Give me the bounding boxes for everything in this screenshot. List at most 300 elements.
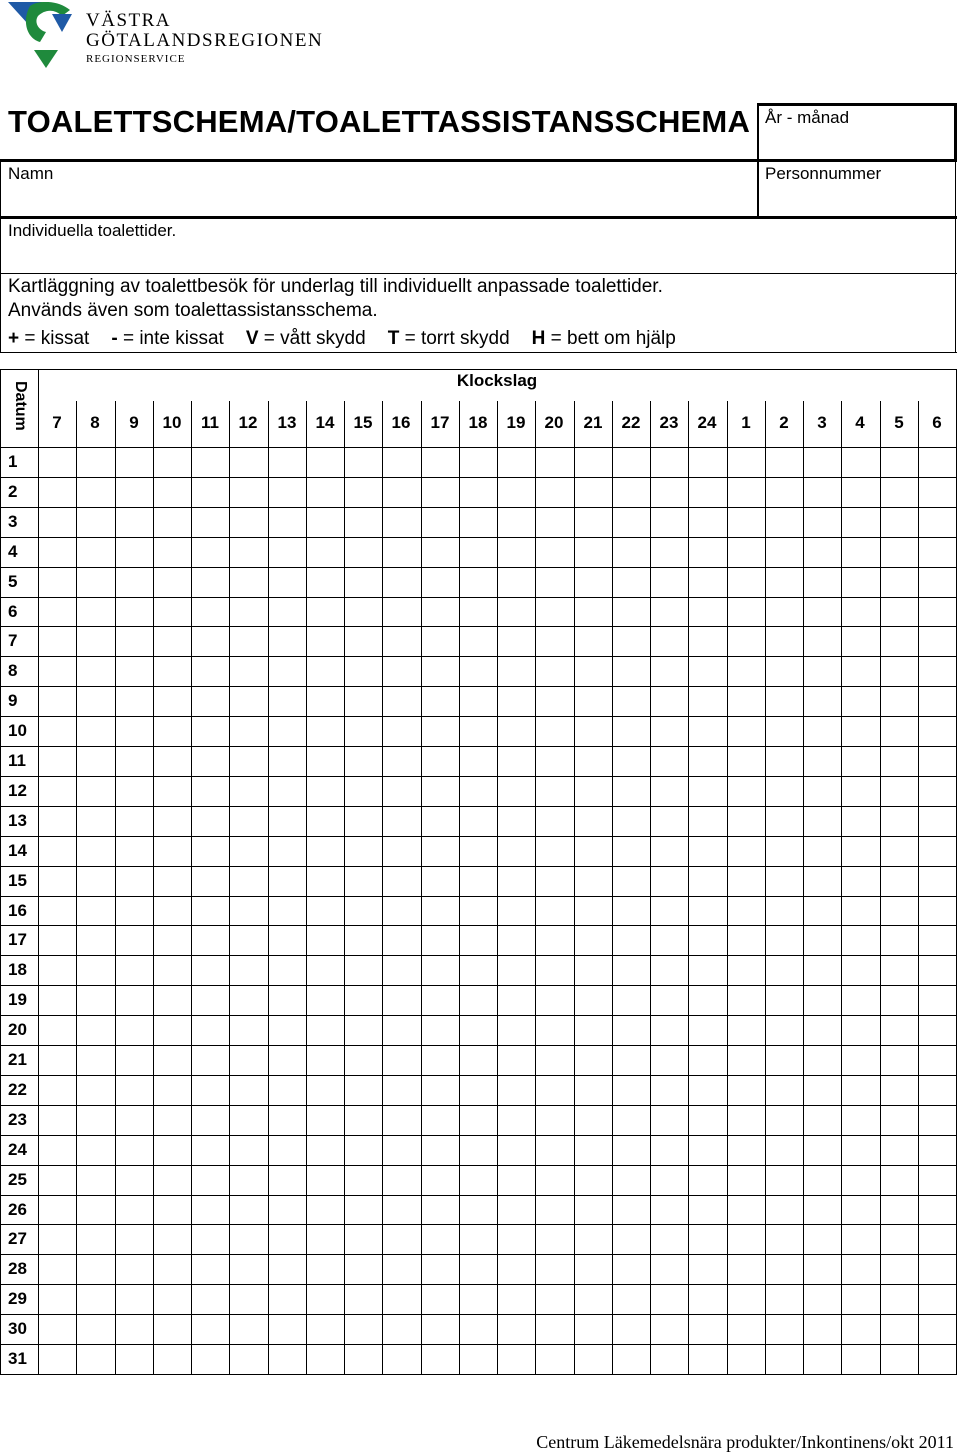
schedule-cell[interactable] (422, 926, 459, 955)
schedule-cell[interactable] (689, 1076, 726, 1105)
schedule-cell[interactable] (307, 1166, 344, 1195)
schedule-cell[interactable] (536, 867, 573, 896)
schedule-cell[interactable] (230, 508, 267, 537)
schedule-cell[interactable] (460, 1076, 497, 1105)
schedule-cell[interactable] (536, 807, 573, 836)
schedule-cell[interactable] (536, 598, 573, 627)
schedule-cell[interactable] (919, 508, 956, 537)
schedule-cell[interactable] (651, 1196, 688, 1225)
schedule-cell[interactable] (307, 568, 344, 597)
schedule-cell[interactable] (881, 807, 918, 836)
schedule-cell[interactable] (116, 717, 153, 746)
schedule-cell[interactable] (422, 1285, 459, 1314)
schedule-cell[interactable] (842, 926, 879, 955)
schedule-cell[interactable] (536, 1255, 573, 1284)
schedule-cell[interactable] (919, 986, 956, 1015)
schedule-cell[interactable] (651, 508, 688, 537)
schedule-cell[interactable] (651, 986, 688, 1015)
schedule-cell[interactable] (536, 1046, 573, 1075)
schedule-cell[interactable] (460, 837, 497, 866)
schedule-cell[interactable] (116, 1315, 153, 1344)
schedule-cell[interactable] (613, 657, 650, 686)
schedule-cell[interactable] (881, 478, 918, 507)
name-field[interactable]: Namn (8, 164, 54, 183)
schedule-cell[interactable] (116, 1166, 153, 1195)
schedule-cell[interactable] (116, 1285, 153, 1314)
schedule-cell[interactable] (269, 837, 306, 866)
schedule-cell[interactable] (804, 867, 841, 896)
schedule-cell[interactable] (766, 897, 803, 926)
schedule-cell[interactable] (919, 897, 956, 926)
schedule-cell[interactable] (804, 777, 841, 806)
schedule-cell[interactable] (383, 717, 420, 746)
schedule-cell[interactable] (613, 807, 650, 836)
schedule-cell[interactable] (460, 1106, 497, 1135)
schedule-cell[interactable] (842, 1166, 879, 1195)
schedule-cell[interactable] (575, 986, 612, 1015)
schedule-cell[interactable] (460, 627, 497, 656)
schedule-cell[interactable] (842, 777, 879, 806)
schedule-cell[interactable] (116, 508, 153, 537)
schedule-cell[interactable] (728, 1016, 765, 1045)
schedule-cell[interactable] (116, 1136, 153, 1165)
schedule-cell[interactable] (613, 1315, 650, 1344)
schedule-cell[interactable] (383, 478, 420, 507)
schedule-cell[interactable] (651, 657, 688, 686)
schedule-cell[interactable] (536, 1136, 573, 1165)
schedule-cell[interactable] (804, 1016, 841, 1045)
schedule-cell[interactable] (460, 478, 497, 507)
schedule-cell[interactable] (575, 598, 612, 627)
schedule-cell[interactable] (269, 1046, 306, 1075)
year-month-field[interactable]: År - månad (765, 108, 850, 127)
schedule-cell[interactable] (116, 926, 153, 955)
schedule-cell[interactable] (728, 897, 765, 926)
schedule-cell[interactable] (575, 807, 612, 836)
schedule-cell[interactable] (613, 1285, 650, 1314)
schedule-cell[interactable] (307, 448, 344, 477)
schedule-cell[interactable] (728, 926, 765, 955)
schedule-cell[interactable] (154, 1255, 191, 1284)
schedule-cell[interactable] (230, 1225, 267, 1254)
schedule-cell[interactable] (307, 837, 344, 866)
schedule-cell[interactable] (192, 1016, 229, 1045)
schedule-cell[interactable] (919, 1166, 956, 1195)
schedule-cell[interactable] (575, 1106, 612, 1135)
schedule-cell[interactable] (77, 1345, 114, 1374)
schedule-cell[interactable] (651, 1016, 688, 1045)
schedule-cell[interactable] (422, 508, 459, 537)
schedule-cell[interactable] (689, 897, 726, 926)
schedule-cell[interactable] (613, 687, 650, 716)
schedule-cell[interactable] (842, 448, 879, 477)
schedule-cell[interactable] (422, 1016, 459, 1045)
schedule-cell[interactable] (422, 448, 459, 477)
schedule-cell[interactable] (116, 1345, 153, 1374)
schedule-cell[interactable] (269, 1136, 306, 1165)
schedule-cell[interactable] (77, 478, 114, 507)
schedule-cell[interactable] (498, 687, 535, 716)
schedule-cell[interactable] (460, 717, 497, 746)
schedule-cell[interactable] (77, 926, 114, 955)
schedule-cell[interactable] (269, 867, 306, 896)
schedule-cell[interactable] (613, 1166, 650, 1195)
schedule-cell[interactable] (575, 1255, 612, 1284)
schedule-cell[interactable] (383, 1076, 420, 1105)
schedule-cell[interactable] (230, 538, 267, 567)
schedule-cell[interactable] (575, 747, 612, 776)
schedule-cell[interactable] (39, 747, 76, 776)
schedule-cell[interactable] (77, 657, 114, 686)
schedule-cell[interactable] (192, 687, 229, 716)
schedule-cell[interactable] (269, 956, 306, 985)
schedule-cell[interactable] (728, 1106, 765, 1135)
schedule-cell[interactable] (230, 1046, 267, 1075)
schedule-cell[interactable] (689, 1166, 726, 1195)
schedule-cell[interactable] (689, 478, 726, 507)
schedule-cell[interactable] (766, 1285, 803, 1314)
schedule-cell[interactable] (269, 1255, 306, 1284)
schedule-cell[interactable] (192, 956, 229, 985)
schedule-cell[interactable] (919, 777, 956, 806)
schedule-cell[interactable] (39, 897, 76, 926)
schedule-cell[interactable] (842, 837, 879, 866)
schedule-cell[interactable] (345, 926, 382, 955)
schedule-cell[interactable] (192, 627, 229, 656)
schedule-cell[interactable] (613, 627, 650, 656)
schedule-cell[interactable] (651, 1285, 688, 1314)
schedule-cell[interactable] (307, 1345, 344, 1374)
schedule-cell[interactable] (77, 747, 114, 776)
schedule-cell[interactable] (651, 1255, 688, 1284)
schedule-cell[interactable] (842, 1196, 879, 1225)
schedule-cell[interactable] (804, 807, 841, 836)
schedule-cell[interactable] (575, 1166, 612, 1195)
schedule-cell[interactable] (613, 1196, 650, 1225)
schedule-cell[interactable] (613, 747, 650, 776)
schedule-cell[interactable] (651, 1106, 688, 1135)
schedule-cell[interactable] (39, 1016, 76, 1045)
schedule-cell[interactable] (77, 807, 114, 836)
schedule-cell[interactable] (919, 448, 956, 477)
schedule-cell[interactable] (307, 1225, 344, 1254)
schedule-cell[interactable] (689, 986, 726, 1015)
schedule-cell[interactable] (307, 478, 344, 507)
schedule-cell[interactable] (460, 867, 497, 896)
schedule-cell[interactable] (498, 956, 535, 985)
schedule-cell[interactable] (536, 568, 573, 597)
schedule-cell[interactable] (460, 568, 497, 597)
schedule-cell[interactable] (613, 508, 650, 537)
schedule-cell[interactable] (460, 687, 497, 716)
schedule-cell[interactable] (536, 657, 573, 686)
schedule-cell[interactable] (154, 1285, 191, 1314)
schedule-cell[interactable] (383, 747, 420, 776)
schedule-cell[interactable] (39, 598, 76, 627)
schedule-cell[interactable] (192, 1345, 229, 1374)
schedule-cell[interactable] (766, 777, 803, 806)
schedule-cell[interactable] (192, 897, 229, 926)
schedule-cell[interactable] (154, 508, 191, 537)
schedule-cell[interactable] (766, 956, 803, 985)
schedule-cell[interactable] (383, 1016, 420, 1045)
schedule-cell[interactable] (345, 867, 382, 896)
schedule-cell[interactable] (536, 897, 573, 926)
schedule-cell[interactable] (842, 1016, 879, 1045)
schedule-cell[interactable] (498, 926, 535, 955)
schedule-cell[interactable] (651, 1315, 688, 1344)
schedule-cell[interactable] (460, 807, 497, 836)
schedule-cell[interactable] (689, 568, 726, 597)
schedule-cell[interactable] (383, 956, 420, 985)
schedule-cell[interactable] (651, 687, 688, 716)
schedule-cell[interactable] (422, 568, 459, 597)
schedule-cell[interactable] (383, 1106, 420, 1135)
schedule-cell[interactable] (39, 627, 76, 656)
schedule-cell[interactable] (804, 568, 841, 597)
schedule-cell[interactable] (689, 538, 726, 567)
schedule-cell[interactable] (39, 1046, 76, 1075)
schedule-cell[interactable] (689, 1345, 726, 1374)
schedule-cell[interactable] (460, 508, 497, 537)
schedule-cell[interactable] (154, 598, 191, 627)
schedule-cell[interactable] (39, 508, 76, 537)
schedule-cell[interactable] (842, 1225, 879, 1254)
schedule-cell[interactable] (460, 1345, 497, 1374)
schedule-cell[interactable] (728, 986, 765, 1015)
schedule-cell[interactable] (307, 508, 344, 537)
schedule-cell[interactable] (613, 837, 650, 866)
schedule-cell[interactable] (422, 1046, 459, 1075)
schedule-cell[interactable] (575, 1196, 612, 1225)
schedule-cell[interactable] (116, 657, 153, 686)
schedule-cell[interactable] (307, 747, 344, 776)
schedule-cell[interactable] (39, 1136, 76, 1165)
schedule-cell[interactable] (269, 1285, 306, 1314)
schedule-cell[interactable] (804, 747, 841, 776)
schedule-cell[interactable] (192, 478, 229, 507)
schedule-cell[interactable] (269, 717, 306, 746)
schedule-cell[interactable] (536, 538, 573, 567)
schedule-cell[interactable] (613, 1046, 650, 1075)
schedule-cell[interactable] (422, 1076, 459, 1105)
schedule-cell[interactable] (881, 717, 918, 746)
schedule-cell[interactable] (460, 1136, 497, 1165)
schedule-cell[interactable] (728, 508, 765, 537)
schedule-cell[interactable] (154, 1196, 191, 1225)
schedule-cell[interactable] (269, 448, 306, 477)
schedule-cell[interactable] (116, 747, 153, 776)
schedule-cell[interactable] (192, 807, 229, 836)
individual-times-field[interactable]: Individuella toalettider. (8, 221, 177, 240)
schedule-cell[interactable] (766, 478, 803, 507)
schedule-cell[interactable] (575, 687, 612, 716)
schedule-cell[interactable] (728, 1076, 765, 1105)
schedule-cell[interactable] (728, 1255, 765, 1284)
schedule-cell[interactable] (77, 598, 114, 627)
schedule-cell[interactable] (536, 1315, 573, 1344)
schedule-cell[interactable] (651, 568, 688, 597)
schedule-cell[interactable] (307, 627, 344, 656)
schedule-cell[interactable] (77, 1136, 114, 1165)
schedule-cell[interactable] (77, 1315, 114, 1344)
schedule-cell[interactable] (422, 717, 459, 746)
schedule-cell[interactable] (689, 598, 726, 627)
schedule-cell[interactable] (766, 1076, 803, 1105)
schedule-cell[interactable] (192, 867, 229, 896)
schedule-cell[interactable] (116, 1255, 153, 1284)
schedule-cell[interactable] (881, 867, 918, 896)
schedule-cell[interactable] (919, 1016, 956, 1045)
schedule-cell[interactable] (919, 747, 956, 776)
schedule-cell[interactable] (383, 1255, 420, 1284)
schedule-cell[interactable] (154, 687, 191, 716)
schedule-cell[interactable] (728, 956, 765, 985)
schedule-cell[interactable] (77, 1196, 114, 1225)
schedule-cell[interactable] (804, 1166, 841, 1195)
schedule-cell[interactable] (881, 627, 918, 656)
schedule-cell[interactable] (804, 897, 841, 926)
schedule-cell[interactable] (498, 538, 535, 567)
schedule-cell[interactable] (689, 627, 726, 656)
schedule-cell[interactable] (116, 897, 153, 926)
schedule-cell[interactable] (460, 926, 497, 955)
schedule-cell[interactable] (230, 448, 267, 477)
schedule-cell[interactable] (192, 1046, 229, 1075)
schedule-cell[interactable] (613, 926, 650, 955)
schedule-cell[interactable] (919, 1315, 956, 1344)
schedule-cell[interactable] (919, 598, 956, 627)
schedule-cell[interactable] (881, 598, 918, 627)
schedule-cell[interactable] (575, 777, 612, 806)
schedule-cell[interactable] (116, 1225, 153, 1254)
schedule-cell[interactable] (230, 478, 267, 507)
schedule-cell[interactable] (575, 1046, 612, 1075)
schedule-cell[interactable] (345, 1016, 382, 1045)
schedule-cell[interactable] (192, 1196, 229, 1225)
schedule-cell[interactable] (307, 1315, 344, 1344)
schedule-cell[interactable] (269, 687, 306, 716)
schedule-cell[interactable] (383, 1285, 420, 1314)
schedule-cell[interactable] (116, 1046, 153, 1075)
schedule-cell[interactable] (230, 1166, 267, 1195)
schedule-cell[interactable] (383, 598, 420, 627)
schedule-cell[interactable] (460, 448, 497, 477)
schedule-cell[interactable] (307, 1255, 344, 1284)
schedule-cell[interactable] (728, 1225, 765, 1254)
schedule-cell[interactable] (77, 1046, 114, 1075)
schedule-cell[interactable] (728, 1345, 765, 1374)
schedule-cell[interactable] (919, 538, 956, 567)
schedule-cell[interactable] (39, 657, 76, 686)
schedule-cell[interactable] (39, 1285, 76, 1314)
schedule-cell[interactable] (345, 568, 382, 597)
schedule-cell[interactable] (728, 478, 765, 507)
schedule-cell[interactable] (804, 1196, 841, 1225)
schedule-cell[interactable] (230, 837, 267, 866)
schedule-cell[interactable] (39, 837, 76, 866)
schedule-cell[interactable] (919, 956, 956, 985)
schedule-cell[interactable] (39, 1255, 76, 1284)
schedule-cell[interactable] (192, 1285, 229, 1314)
schedule-cell[interactable] (116, 1076, 153, 1105)
schedule-cell[interactable] (766, 1046, 803, 1075)
schedule-cell[interactable] (269, 747, 306, 776)
schedule-cell[interactable] (689, 1315, 726, 1344)
schedule-cell[interactable] (536, 508, 573, 537)
schedule-cell[interactable] (498, 1106, 535, 1135)
schedule-cell[interactable] (919, 926, 956, 955)
schedule-cell[interactable] (919, 1076, 956, 1105)
schedule-cell[interactable] (422, 777, 459, 806)
schedule-cell[interactable] (154, 777, 191, 806)
schedule-cell[interactable] (230, 986, 267, 1015)
schedule-cell[interactable] (192, 538, 229, 567)
schedule-cell[interactable] (422, 1345, 459, 1374)
schedule-cell[interactable] (230, 1345, 267, 1374)
schedule-cell[interactable] (498, 867, 535, 896)
schedule-cell[interactable] (345, 1345, 382, 1374)
schedule-cell[interactable] (804, 538, 841, 567)
schedule-cell[interactable] (651, 1166, 688, 1195)
schedule-cell[interactable] (422, 897, 459, 926)
schedule-cell[interactable] (804, 1255, 841, 1284)
schedule-cell[interactable] (192, 1166, 229, 1195)
schedule-cell[interactable] (230, 807, 267, 836)
schedule-cell[interactable] (804, 1285, 841, 1314)
schedule-cell[interactable] (77, 1166, 114, 1195)
schedule-cell[interactable] (613, 867, 650, 896)
schedule-cell[interactable] (728, 598, 765, 627)
schedule-cell[interactable] (842, 1136, 879, 1165)
schedule-cell[interactable] (804, 448, 841, 477)
schedule-cell[interactable] (804, 598, 841, 627)
schedule-cell[interactable] (192, 986, 229, 1015)
schedule-cell[interactable] (766, 986, 803, 1015)
schedule-cell[interactable] (842, 807, 879, 836)
schedule-cell[interactable] (728, 687, 765, 716)
schedule-cell[interactable] (77, 508, 114, 537)
schedule-cell[interactable] (689, 867, 726, 896)
schedule-cell[interactable] (39, 867, 76, 896)
schedule-cell[interactable] (269, 538, 306, 567)
schedule-cell[interactable] (881, 897, 918, 926)
schedule-cell[interactable] (116, 568, 153, 597)
schedule-cell[interactable] (881, 1196, 918, 1225)
schedule-cell[interactable] (77, 448, 114, 477)
schedule-cell[interactable] (804, 1076, 841, 1105)
schedule-cell[interactable] (613, 956, 650, 985)
schedule-cell[interactable] (39, 807, 76, 836)
schedule-cell[interactable] (804, 657, 841, 686)
schedule-cell[interactable] (689, 1285, 726, 1314)
schedule-cell[interactable] (881, 747, 918, 776)
schedule-cell[interactable] (116, 986, 153, 1015)
schedule-cell[interactable] (39, 1076, 76, 1105)
schedule-cell[interactable] (307, 956, 344, 985)
schedule-cell[interactable] (689, 1136, 726, 1165)
schedule-cell[interactable] (422, 1166, 459, 1195)
schedule-cell[interactable] (575, 568, 612, 597)
schedule-cell[interactable] (498, 598, 535, 627)
schedule-cell[interactable] (919, 1046, 956, 1075)
schedule-cell[interactable] (613, 1076, 650, 1105)
schedule-cell[interactable] (230, 1136, 267, 1165)
schedule-cell[interactable] (154, 897, 191, 926)
schedule-cell[interactable] (230, 598, 267, 627)
schedule-cell[interactable] (613, 1016, 650, 1045)
schedule-cell[interactable] (651, 1225, 688, 1254)
